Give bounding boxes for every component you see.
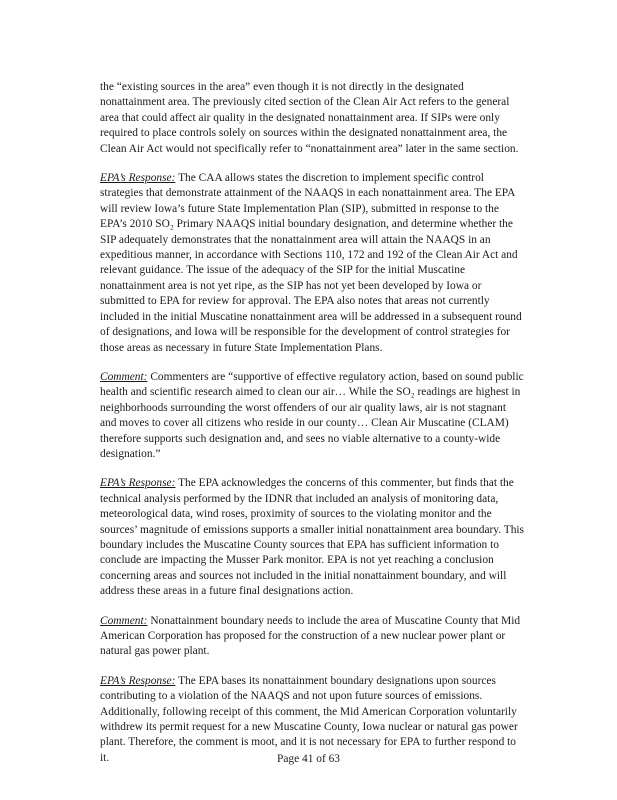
paragraph-label: Comment: xyxy=(100,370,148,383)
paragraph-text: The EPA bases its nonattainment boundary designations upon sources contributing to a violation of the NAAQS and not upon future sources of emissions. Additionally, following receipt of this comment, the Mid American Corporation voluntarily withdrew its permit request for a new Muscatine County, Iowa nuclear or natural gas power plant. Therefore, the comment is moot, and it is not necessary for EPA to further respond to it. xyxy=(100,674,518,764)
paragraph-text: Commenters are “supportive of effective regulatory action, based on sound public health and scientific research aimed to clean our air… While the SO₂ readings are highest in neighborhoods surrounding the worst offenders of our air quality laws, air is not stagnant and moves to cover all citizens who reside in our county… Clean Air Muscatine (CLAM) therefore supports such designation and, and sees no viable alternative to a county-wide designation.” xyxy=(100,370,524,460)
page-number-footer: Page 41 of 63 xyxy=(277,753,340,765)
paragraph-comment xyxy=(100,614,525,660)
paragraph-epa-response xyxy=(100,476,525,599)
paragraph-label: Comment: xyxy=(100,614,148,627)
paragraph-continuation xyxy=(100,80,525,157)
paragraph-text: The CAA allows states the discretion to implement specific control strategies that demonstrate attainment of the NAAQS in each nonattainment area. The EPA will review Iowa’s future State Implementation Plan (SIP), submitted in response to the EPA’s 2010 SO₂ Primary NAAQS initial boundary designation, and determine whether the SIP adequately demonstrates that the nonattainment area will attain the NAAQS in an expeditious manner, in accordance with Sections 110, 172 and 192 of the Clean Air Act and relevant guidance. The issue of the adequacy of the SIP for the initial Muscatine nonattainment area is not yet ripe, as the SIP has not yet been developed by Iowa or submitted to EPA for review for approval. The EPA also notes that areas not currently included in the initial Muscatine nonattainment area will be addressed in a subsequent round of designations, and Iowa will be responsible for the development of control strategies for those areas as necessary in future State Implementation Plans. xyxy=(100,172,522,354)
body-text xyxy=(100,80,525,780)
paragraph-text: The EPA acknowledges the concerns of this commenter, but finds that the technical analysis performed by the IDNR that included an analysis of monitoring data, meteorological data, wind roses, proximity of sources to the violating monitor and the sources’ magnitude of emissions supports a smaller initial nonattainment area boundary. This boundary includes the Muscatine County sources that EPA has sufficient information to conclude are impacting the Musser Park monitor. EPA is not yet reaching a conclusion concerning areas and sources not included in the initial nonattainment boundary, and will address these areas in a future final designations action. xyxy=(100,477,524,598)
paragraph-label: EPA’s Response: xyxy=(100,172,176,185)
paragraph-text: Nonattainment boundary needs to include the area of Muscatine County that Mid American Corporation has proposed for the construction of a new nuclear power plant or natural gas power plant. xyxy=(100,614,521,658)
paragraph-comment xyxy=(100,370,525,462)
paragraph-label: EPA’s Response: xyxy=(100,477,176,490)
paragraph-label: EPA’s Response: xyxy=(100,674,176,687)
paragraph-text: the “existing sources in the area” even though it is not directly in the designated nonattainment area. The previously cited section of the Clean Air Act refers to the general area that could affect air quality in the designated nonattainment area. If SIPs were only required to place controls solely on sources within the designated nonattainment area, the Clean Air Act would not specifically refer to “nonattainment area” later in the same section. xyxy=(100,81,519,155)
paragraph-epa-response xyxy=(100,171,525,356)
